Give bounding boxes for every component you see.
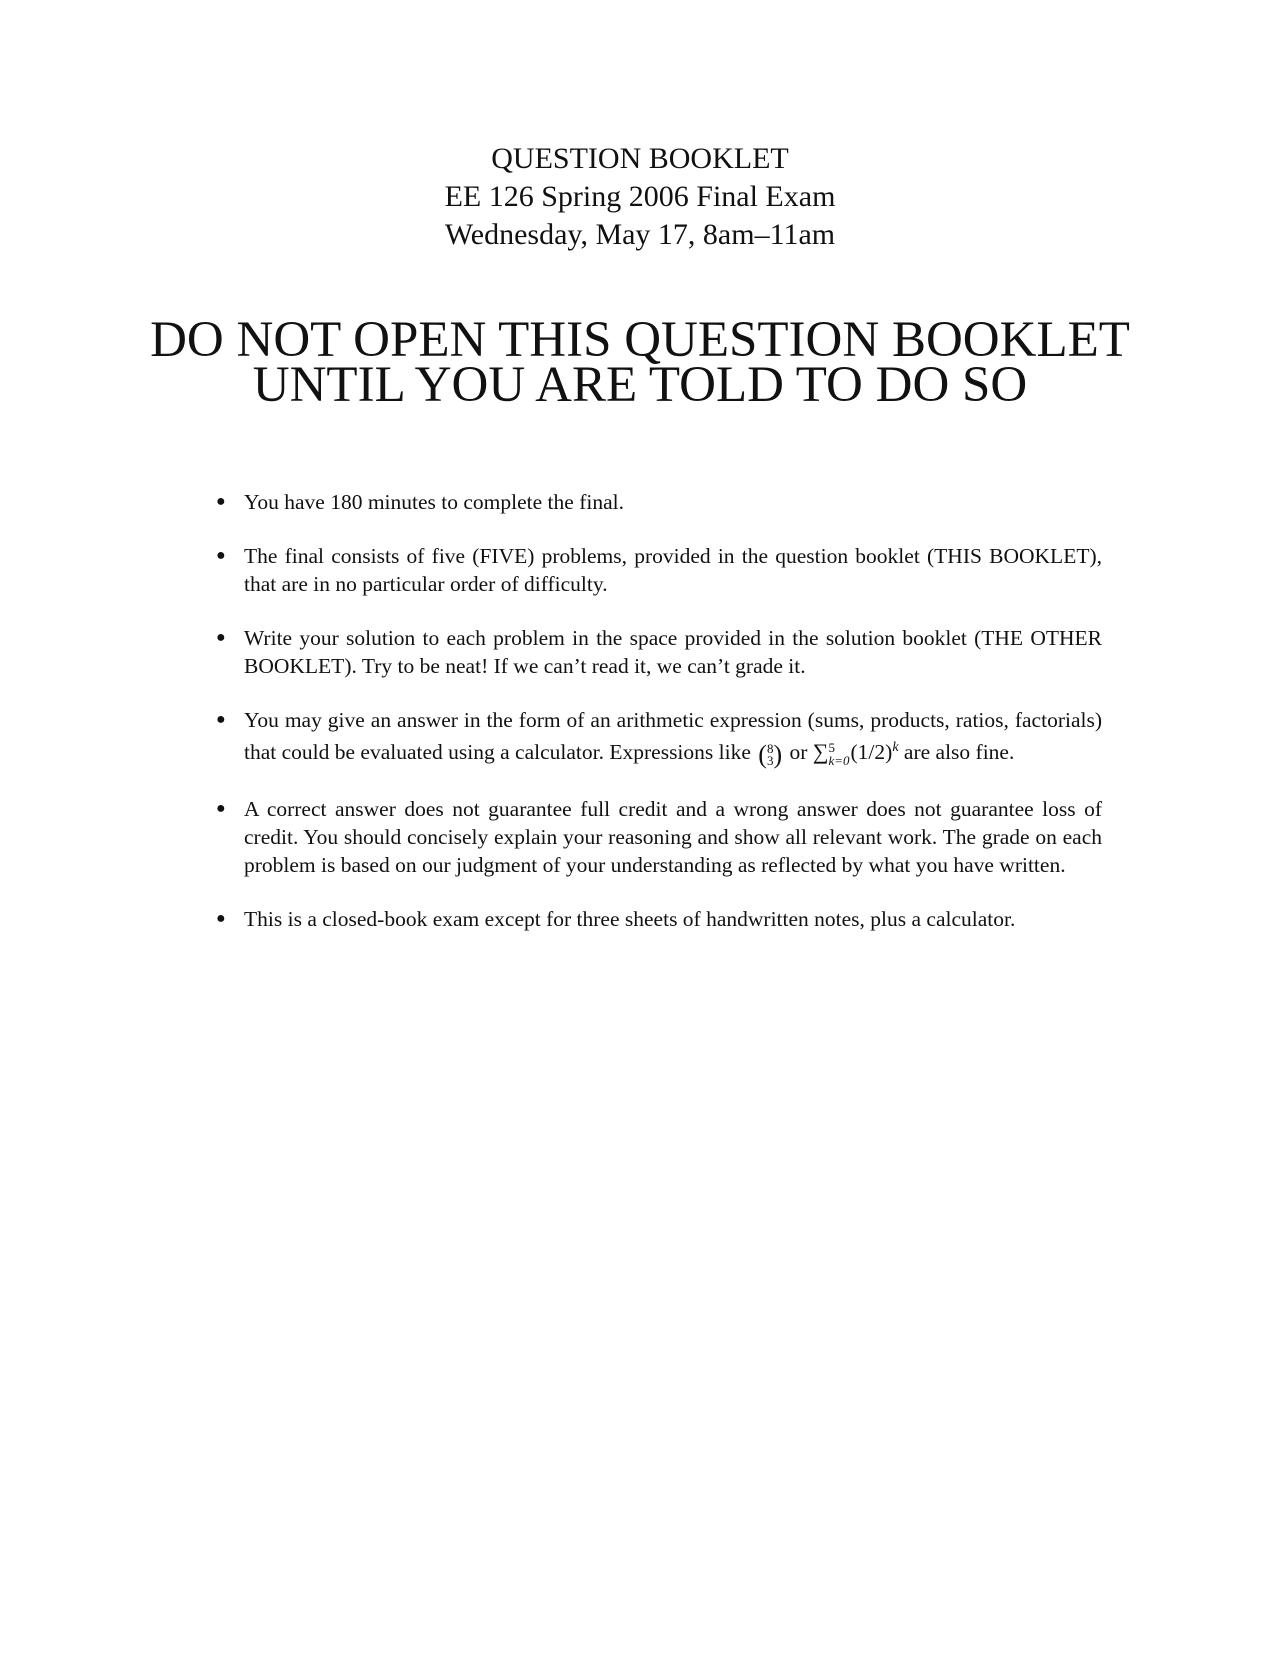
instruction-text: This is a closed-book exam except for three sheets of handwritten notes, plus a calculator. (244, 907, 1016, 932)
binomial-bottom: 3 (766, 753, 774, 769)
instruction-item (216, 706, 1102, 769)
instruction-item (216, 905, 1102, 933)
sum-upper-limit: 5 (828, 740, 835, 756)
instruction-item (216, 542, 1102, 598)
sum-lower-limit: k=0 (828, 753, 850, 769)
bullet-icon: ● (216, 800, 226, 818)
instruction-text: A correct answer does not guarantee full credit and a wrong answer does not guarantee loss of credit. You should concisely explain your reasoning and show all relevant work. The grade on each problem is based on our judgment of your understanding as reflected by what you have written. (244, 797, 1102, 878)
instruction-text: You may give an answer in the form of an arithmetic expression (sums, products, ratios, factorials) that could be evaluated using a calculator. Expressions like (244, 708, 1102, 765)
bullet-icon: ● (216, 629, 226, 646)
sum-exponent: k (892, 740, 899, 755)
binomial-expression: ( 8 3 ) (758, 740, 783, 770)
instruction-item (216, 488, 1102, 516)
exam-header (0, 140, 1280, 254)
instructions-list (216, 488, 1102, 959)
instruction-item (216, 624, 1102, 680)
bullet-icon: ● (216, 910, 226, 928)
summation-expression: ∑ 5 k=0 $(1/2)^k$ (812, 739, 899, 769)
course-exam-title: EE 126 Spring 2006 Final Exam (444, 180, 836, 213)
do-not-open-warning: DO NOT OPEN THIS QUESTION BOOKLET UNTIL YOU ARE TOLD TO DO SO (150, 312, 1130, 413)
exam-date-time: Wednesday, May 17, 8am–11am (444, 218, 836, 251)
sum-term: (1/2) (850, 740, 893, 765)
instruction-text: are also fine. (903, 740, 1015, 765)
bullet-icon: ● (216, 547, 226, 564)
booklet-title: QUESTION BOOKLET (491, 142, 789, 175)
instruction-item (216, 795, 1102, 879)
instruction-text: The final consists of five (FIVE) problems, provided in the question booklet (THIS BOOKLET), that are in no particular order of difficulty. (244, 544, 1102, 596)
instruction-text: or (789, 740, 808, 765)
bullet-icon: ● (216, 493, 226, 510)
bullet-icon: ● (216, 711, 226, 728)
instruction-text: Write your solution to each problem in the space provided in the solution booklet (THE OTHER BOOKLET). Try to be neat! If we can’t read it, we can’t grade it. (244, 626, 1102, 678)
binomial-top: 8 (766, 741, 774, 757)
instruction-text: You have 180 minutes to complete the final. (244, 490, 624, 514)
